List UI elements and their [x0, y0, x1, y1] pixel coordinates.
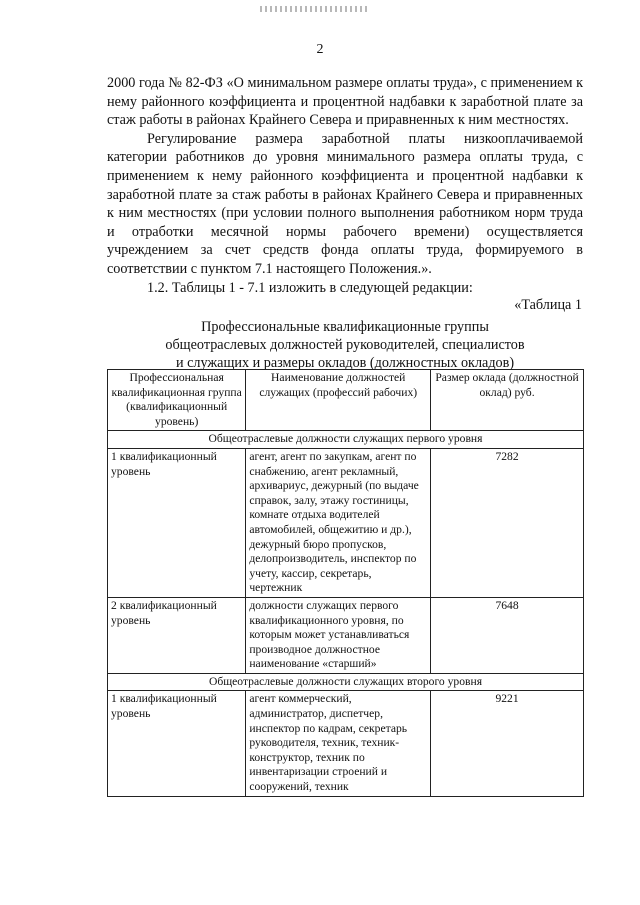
paragraph-continuation: 2000 года № 82-ФЗ «О минимальном размере оплаты труда», с применением к нему районного коэффициента и процентной надбавки к заработной плате за стаж работы в районах Крайнего Севера и приравненных к ним местностях. — [107, 75, 583, 129]
header-salary: Размер оклада (должностной оклад) руб. — [431, 370, 584, 431]
table-row — [108, 691, 584, 796]
scan-artifact — [260, 6, 370, 12]
section-title: Общеотраслевые должности служащих второго уровня — [108, 673, 584, 691]
header-position-names: Наименование должностей служащих (профессий рабочих) — [246, 370, 431, 431]
positions-cell: агент коммерческий, администратор, диспетчер, инспектор по кадрам, секретарь руководителя, техник, техник-конструктор, техник по инвентаризации строений и сооружений, техник — [246, 691, 431, 796]
section-row — [108, 431, 584, 449]
salary-cell: 9221 — [431, 691, 584, 796]
table-title-line: Профессиональные квалификационные группы — [201, 319, 489, 335]
level-cell: 1 квалификационный уровень — [108, 691, 246, 796]
positions-cell: агент, агент по закупкам, агент по снабжению, агент рекламный, архивариус, дежурный (по выдаче справок, залу, этажу гостиницы, комнате отдыха водителей автомобилей, общежитию и др.), дежурный бюро пропусков, делопроизводитель, инспектор по учету, кассир, секретарь, чертежник — [246, 448, 431, 597]
table-title-line: общеотраслевых должностей руководителей, специалистов — [165, 337, 525, 353]
paragraph-regulation: Регулирование размера заработной платы низкооплачиваемой категории работников до уровня минимального размера оплаты труда, с применением к нему районного коэффициента и процентной надбавки к заработной плате за стаж работы в районах Крайнего Севера и приравненных к ним местностях (при условии полного выполнения работником норм труда и отработки месячной нормы рабочего времени) осуществляется учреждением за счет средств фонда оплаты труда, формируемого в соответствии с пунктом 7.1 настоящего Положения.». — [107, 130, 583, 277]
salary-cell: 7648 — [431, 597, 584, 673]
table-row — [108, 597, 584, 673]
salary-table — [107, 369, 584, 797]
salary-cell: 7282 — [431, 448, 584, 597]
section-title: Общеотраслевые должности служащих первого уровня — [108, 431, 584, 449]
table-caption: «Таблица 1 — [514, 297, 582, 313]
level-cell: 2 квалификационный уровень — [108, 597, 246, 673]
level-cell: 1 квалификационный уровень — [108, 448, 246, 597]
body-text — [107, 74, 583, 297]
section-row — [108, 673, 584, 691]
table-row — [108, 448, 584, 597]
positions-cell: должности служащих первого квалификационного уровня, по которым может устанавливаться производное должностное наименование «старший» — [246, 597, 431, 673]
header-qualification-group: Профессиональная квалификационная группа (квалификационный уровень) — [108, 370, 246, 431]
page-number: 2 — [316, 42, 324, 57]
paragraph-item-1-2: 1.2. Таблицы 1 - 7.1 изложить в следующей редакции: — [147, 279, 473, 296]
table-header-row — [108, 370, 584, 431]
table-title — [107, 318, 583, 372]
table-title-line: и служащих и размеры окладов (должностных окладов) — [175, 355, 515, 371]
